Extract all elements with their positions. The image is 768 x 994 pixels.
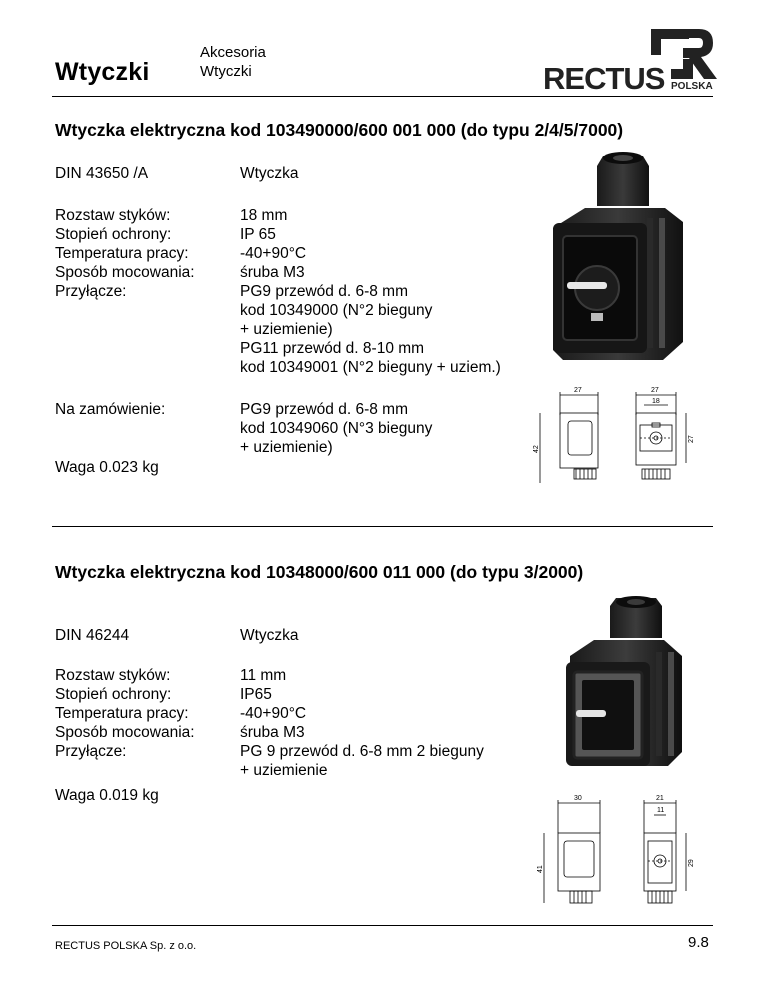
section-2-spec-value: IP65 bbox=[240, 686, 272, 703]
section-1-order-line: + uziemienie) bbox=[240, 439, 333, 456]
section-1-spec-value: 18 mm bbox=[240, 207, 288, 224]
dim-height-2: 27 bbox=[688, 435, 695, 443]
section-1-spec-value: śruba M3 bbox=[240, 264, 305, 281]
section-2-spec-value: 11 mm bbox=[240, 667, 287, 684]
section-1-spec-label: Temperatura pracy: bbox=[55, 245, 189, 262]
dim-height-2: 29 bbox=[688, 859, 695, 867]
section-2-spec-label: Rozstaw styków: bbox=[55, 667, 171, 684]
section-1-spec-value: PG9 przewód d. 6-8 mm bbox=[240, 283, 408, 300]
dim-width-2: 27 bbox=[651, 387, 659, 394]
section-1-order-label: Na zamówienie: bbox=[55, 401, 166, 418]
page-number: 9.8 bbox=[688, 934, 709, 951]
breadcrumb-subcategory: Wtyczki bbox=[200, 63, 252, 80]
section-2-norm-label: DIN 46244 bbox=[55, 627, 130, 644]
section-2-spec-label: Stopień ochrony: bbox=[55, 686, 172, 703]
section-divider bbox=[52, 526, 713, 527]
section-2-norm-value: Wtyczka bbox=[240, 627, 299, 644]
section-1-norm-value: Wtyczka bbox=[240, 165, 299, 182]
section-2-spec-value: -40+90°C bbox=[240, 705, 307, 722]
dim-inner: 11 bbox=[657, 807, 665, 814]
section-1-weight: Waga 0.023 kg bbox=[55, 459, 159, 476]
footer-divider bbox=[52, 925, 713, 926]
section-1-extra-line: kod 10349001 (N°2 bieguny + uziem.) bbox=[240, 359, 501, 376]
section-1-order-line: kod 10349060 (N°3 bieguny bbox=[240, 420, 433, 437]
section-1-spec-value: IP 65 bbox=[240, 226, 276, 243]
connector-photo-1 bbox=[545, 148, 700, 373]
dim-height: 41 bbox=[537, 865, 544, 873]
dim-width-2: 21 bbox=[656, 795, 664, 802]
section-2-spec-label: Sposób mocowania: bbox=[55, 724, 195, 741]
dim-width-1: 30 bbox=[574, 795, 582, 802]
connector-photo-2 bbox=[560, 592, 695, 772]
page-title: Wtyczki bbox=[55, 58, 150, 86]
dim-width-1: 27 bbox=[574, 387, 582, 394]
technical-drawing-2 bbox=[530, 793, 715, 913]
rectus-logo bbox=[543, 25, 718, 95]
section-1-spec-value: -40+90°C bbox=[240, 245, 307, 262]
section-1-spec-label: Sposób mocowania: bbox=[55, 264, 195, 281]
section-2-spec-label: Przyłącze: bbox=[55, 743, 127, 760]
section-2-spec-value: PG 9 przewód d. 6-8 mm 2 bieguny bbox=[240, 743, 484, 760]
section-2-spec-label: Temperatura pracy: bbox=[55, 705, 189, 722]
breadcrumb-category: Akcesoria bbox=[200, 44, 266, 61]
technical-drawing-1 bbox=[530, 385, 715, 500]
section-1-order-line: PG9 przewód d. 6-8 mm bbox=[240, 401, 408, 418]
section-1-norm-label: DIN 43650 /A bbox=[55, 165, 149, 182]
section-1-extra-line: PG11 przewód d. 8-10 mm bbox=[240, 340, 425, 357]
section-2-spec-value: śruba M3 bbox=[240, 724, 305, 741]
section-1-spec-label: Przyłącze: bbox=[55, 283, 127, 300]
section-1-extra-line: + uziemienie) bbox=[240, 321, 333, 338]
dim-inner: 18 bbox=[652, 398, 660, 405]
section-1-spec-label: Stopień ochrony: bbox=[55, 226, 172, 243]
section-2-title: Wtyczka elektryczna kod 10348000/600 011 000 (do typu 3/2000) bbox=[55, 562, 584, 582]
footer-company: RECTUS POLSKA Sp. z o.o. bbox=[55, 940, 197, 952]
section-1-extra-line: kod 10349000 (N°2 bieguny bbox=[240, 302, 433, 319]
header-divider bbox=[52, 96, 713, 97]
logo-sub-text: POLSKA bbox=[671, 81, 713, 92]
dim-height: 42 bbox=[533, 445, 540, 453]
section-1-spec-label: Rozstaw styków: bbox=[55, 207, 171, 224]
logo-brand-text: RECTUS bbox=[543, 61, 665, 95]
section-2-weight: Waga 0.019 kg bbox=[55, 787, 159, 804]
section-1-title: Wtyczka elektryczna kod 103490000/600 001 000 (do typu 2/4/5/7000) bbox=[55, 120, 624, 140]
section-2-extra-line: + uziemienie bbox=[240, 762, 328, 779]
